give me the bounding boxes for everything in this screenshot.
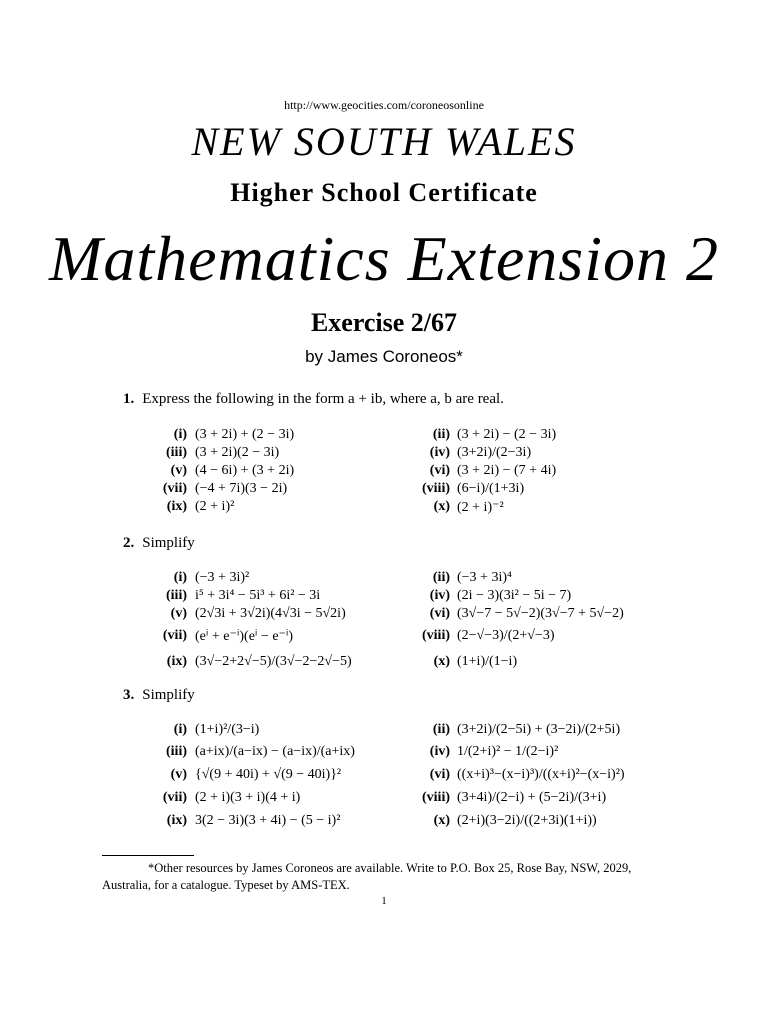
- item-label: (v): [170, 463, 187, 478]
- item-label: (x): [433, 499, 450, 514]
- question-instruction: Simplify: [142, 535, 195, 551]
- item-label: (ii): [432, 570, 450, 585]
- item-expression: (2√3i + 3√2i)(4√3i − 5√2i): [195, 606, 346, 621]
- item-expression: (1+i)²/(3−i): [195, 722, 260, 737]
- item-label: (vii): [162, 628, 187, 643]
- certificate-title: Higher School Certificate: [230, 178, 538, 207]
- question-3-row-5: [0, 813, 768, 831]
- item-label: (iv): [429, 744, 450, 759]
- item-expression: i⁵ + 3i⁴ − 5i³ + 6i² − 3i: [195, 588, 321, 603]
- item-label: (vi): [429, 767, 450, 782]
- item-label: (iv): [429, 445, 450, 460]
- item-label: (i): [173, 722, 187, 737]
- question-number: 1.: [123, 391, 135, 407]
- question-instruction: Express the following in the form a + ib, where a, b are real.: [142, 391, 504, 407]
- item-expression: (3√−2+2√−5)/(3√−2−2√−5): [195, 654, 352, 669]
- question-1-row-1: [0, 427, 768, 445]
- question-2-heading: [123, 535, 195, 552]
- question-3-row-2: [0, 744, 768, 762]
- source-url: http://www.geocities.com/coroneosonline: [284, 98, 484, 112]
- question-1-row-4: [0, 481, 768, 499]
- item-expression: (4 − 6i) + (3 + 2i): [195, 463, 295, 478]
- item-label: (vii): [162, 790, 187, 805]
- question-1-row-5: [0, 499, 768, 517]
- item-expression: (−4 + 7i)(3 − 2i): [195, 481, 288, 496]
- item-expression: (2 + i)⁻²: [457, 500, 504, 515]
- item-expression: (3 + 2i)(2 − 3i): [195, 445, 280, 460]
- question-3-row-1: [0, 722, 768, 740]
- author-line: by James Coroneos*: [305, 347, 463, 366]
- item-expression: 3(2 − 3i)(3 + 4i) − (5 − i)²: [195, 813, 341, 828]
- item-expression: (2i − 3)(3i² − 5i − 7): [457, 588, 572, 603]
- item-expression: 1/(2+i)² − 1/(2−i)²: [457, 744, 559, 759]
- question-1-row-3: [0, 463, 768, 481]
- item-label: (i): [173, 427, 187, 442]
- question-2-row-3: [0, 606, 768, 624]
- question-1-row-2: [0, 445, 768, 463]
- question-3-heading: [123, 687, 195, 704]
- item-expression: (eⁱ + e⁻ⁱ)(eⁱ − e⁻ⁱ): [195, 629, 294, 644]
- page-number: 1: [381, 895, 387, 907]
- item-expression: (3+4i)/(2−i) + (5−2i)/(3+i): [457, 790, 607, 805]
- item-label: (v): [170, 606, 187, 621]
- item-expression: (a+ix)/(a−ix) − (a−ix)/(a+ix): [195, 744, 355, 759]
- state-title: NEW SOUTH WALES: [191, 119, 577, 164]
- item-label: (ix): [166, 813, 187, 828]
- item-expression: (3+2i)/(2−5i) + (3−2i)/(2+5i): [457, 722, 621, 737]
- item-expression: (3√−7 − 5√−2)(3√−7 + 5√−2): [457, 606, 624, 621]
- question-instruction: Simplify: [142, 687, 195, 703]
- item-label: (iii): [166, 588, 187, 603]
- question-2-row-5: [0, 654, 768, 672]
- item-label: (ii): [432, 722, 450, 737]
- item-expression: {√(9 + 40i) + √(9 − 40i)}²: [195, 767, 342, 782]
- item-label: (iv): [429, 588, 450, 603]
- item-label: (x): [433, 813, 450, 828]
- item-label: (iii): [166, 744, 187, 759]
- item-label: (vii): [162, 481, 187, 496]
- question-2-row-2: [0, 588, 768, 606]
- question-3-row-4: [0, 790, 768, 808]
- item-expression: (3 + 2i) − (2 − 3i): [457, 427, 557, 442]
- subject-title: Mathematics Extension 2: [49, 223, 719, 294]
- item-expression: (2 + i)(3 + i)(4 + i): [195, 790, 301, 805]
- item-expression: (2 + i)²: [195, 499, 235, 514]
- item-expression: (1+i)/(1−i): [457, 654, 518, 669]
- question-3-row-3: [0, 767, 768, 785]
- item-expression: (−3 + 3i)²: [195, 570, 250, 585]
- item-label: (x): [433, 654, 450, 669]
- item-label: (ii): [432, 427, 450, 442]
- item-expression: (3 + 2i) − (7 + 4i): [457, 463, 557, 478]
- item-label: (vi): [429, 463, 450, 478]
- item-expression: (6−i)/(1+3i): [457, 481, 525, 496]
- item-expression: (3+2i)/(2−3i): [457, 445, 532, 460]
- item-expression: (2−√−3)/(2+√−3): [457, 628, 555, 643]
- item-label: (viii): [422, 790, 450, 805]
- item-label: (i): [173, 570, 187, 585]
- item-expression: ((x+i)³−(x−i)³)/((x+i)²−(x−i)²): [457, 767, 625, 782]
- item-label: (vi): [429, 606, 450, 621]
- item-expression: (−3 + 3i)⁴: [457, 570, 512, 585]
- item-label: (viii): [422, 628, 450, 643]
- question-2-row-1: [0, 570, 768, 588]
- exercise-title: Exercise 2/67: [310, 308, 458, 337]
- question-number: 2.: [123, 535, 135, 551]
- item-label: (ix): [166, 654, 187, 669]
- item-label: (viii): [422, 481, 450, 496]
- item-expression: (2+i)(3−2i)/((2+3i)(1+i)): [457, 813, 597, 828]
- item-label: (iii): [166, 445, 187, 460]
- question-2-row-4: [0, 628, 768, 646]
- question-number: 3.: [123, 687, 135, 703]
- question-1-heading: [123, 391, 504, 408]
- footnote-rule: [102, 855, 194, 856]
- item-label: (ix): [166, 499, 187, 514]
- item-label: (v): [170, 767, 187, 782]
- footnote: *Other resources by James Coroneos are available. Write to P.O. Box 25, Rose Bay, NSW, 2029, Australia, for a catalogue. Typeset by AMS-TEX.: [102, 861, 632, 892]
- item-expression: (3 + 2i) + (2 − 3i): [195, 427, 295, 442]
